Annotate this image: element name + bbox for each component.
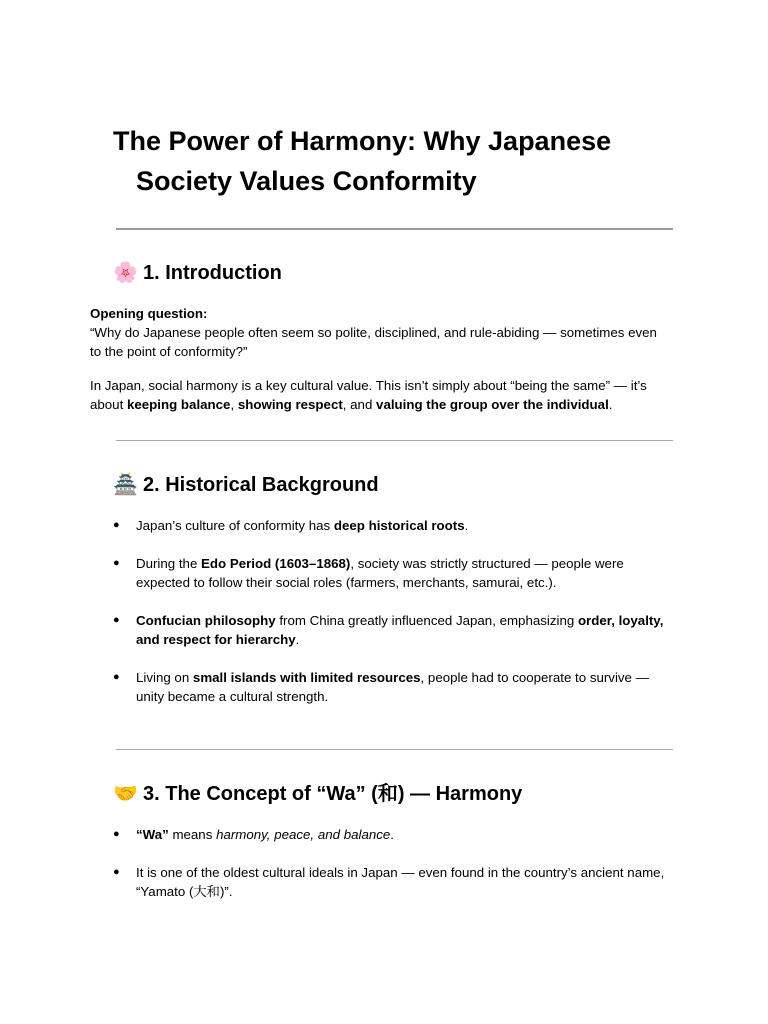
history-b3-bold-a: Confucian philosophy	[136, 613, 276, 628]
history-b1-end: .	[464, 518, 469, 533]
intro-bold-balance: keeping balance	[126, 397, 231, 412]
wa-b2-text: It is one of the oldest cultural ideals in Japan — even found in the country’s ancient name, “Yamato (大和)”.	[136, 865, 665, 899]
list-item	[113, 863, 673, 901]
history-bullet-list	[113, 516, 673, 706]
intro-text-a: In Japan, social harmony is a key cultural value. This isn’t simply about “being the same” — it’s about	[90, 378, 647, 412]
intro-text-c1: ,	[230, 397, 238, 412]
history-b2-end: , society was strictly structured — people were expected to follow their social roles (farmers, merchants, samurai, etc.).	[136, 556, 624, 590]
history-b1-text: Japan’s culture of conformity has	[136, 518, 334, 533]
wa-b1-end: .	[390, 827, 394, 842]
title-line-1: The Power of Harmony: Why Japanese	[113, 126, 612, 156]
intro-opening	[90, 304, 670, 361]
bullet-icon: ●	[113, 866, 120, 878]
cherry-blossom-icon: 🌸	[113, 262, 138, 284]
bullet-icon: ●	[113, 557, 120, 569]
history-b2-bold: Edo Period (1603–1868)	[201, 556, 351, 571]
history-b4-end: , people had to cooperate to survive — unity became a cultural strength.	[136, 670, 649, 704]
history-b3-bold-c: order, loyalty, and respect for hierarchy	[136, 613, 664, 647]
intro-bold-group: valuing the group over the individual	[376, 397, 609, 412]
title-line-2: Society Values Conformity	[136, 166, 477, 196]
list-item	[113, 825, 673, 844]
history-b4-bold: small islands with limited resources	[192, 670, 421, 685]
bullet-icon: ●	[113, 828, 120, 840]
history-b1-bold: deep historical roots	[333, 518, 465, 533]
title-divider	[116, 228, 673, 230]
intro-paragraph	[90, 376, 670, 414]
bullet-icon: ●	[113, 671, 120, 683]
list-item	[113, 611, 673, 649]
section-divider-1	[116, 440, 673, 441]
section-intro-title: 1. Introduction	[143, 262, 282, 284]
history-b3-text: from China greatly influenced Japan, emphasizing	[275, 613, 578, 628]
section-wa-title: 3. The Concept of “Wa” (和) — Harmony	[143, 783, 523, 805]
list-item	[113, 668, 673, 706]
history-b4-text: Living on	[136, 670, 193, 685]
bullet-icon: ●	[113, 614, 120, 626]
japanese-castle-icon: 🏯	[113, 474, 138, 496]
intro-text-c3: .	[608, 397, 613, 412]
history-b3-end: .	[295, 632, 300, 647]
list-item	[113, 554, 673, 592]
handshake-icon: 🤝	[113, 783, 138, 805]
section-intro-heading	[113, 259, 282, 287]
opening-question-label: Opening question:	[90, 306, 208, 321]
section-wa-heading	[113, 780, 522, 808]
history-b2-text: During the	[136, 556, 202, 571]
wa-bullet-list	[113, 825, 673, 901]
intro-bold-respect: showing respect	[237, 397, 343, 412]
section-history-heading	[113, 471, 379, 499]
wa-b1-text: means	[168, 827, 217, 842]
bullet-icon: ●	[113, 519, 120, 531]
wa-b1-bold: “Wa”	[136, 827, 169, 842]
intro-text-c2: , and	[342, 397, 377, 412]
document-title	[113, 121, 693, 201]
wa-b1-italic: harmony, peace, and balance	[216, 827, 391, 842]
section-divider-2	[116, 749, 673, 750]
opening-question-text: “Why do Japanese people often seem so polite, disciplined, and rule-abiding — sometimes even to the point of conformity?”	[90, 325, 657, 359]
list-item	[113, 516, 673, 535]
section-history-title: 2. Historical Background	[143, 474, 379, 496]
